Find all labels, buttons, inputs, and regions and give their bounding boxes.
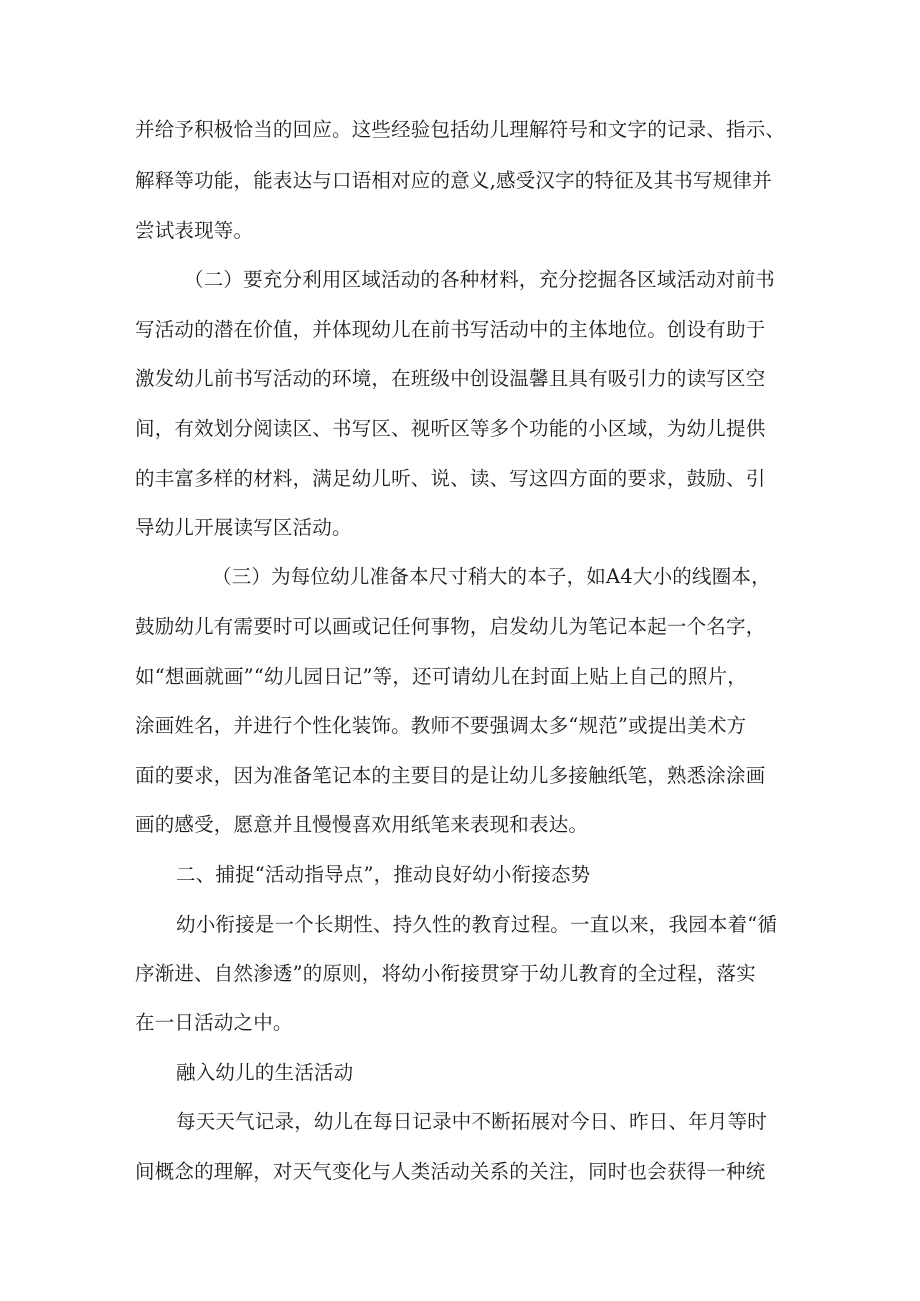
text-line: 每天天气记录，幼儿在每日记录中不断拓展对今日、昨日、年月等时 — [176, 1110, 768, 1133]
text-line: 面的要求，因为准备笔记本的主要目的是让幼儿多接触纸笔，熟悉涂涂画 — [135, 764, 766, 787]
text-line: 幼小衔接是一个长期性、持久性的教育过程。一直以来，我园本着“循 — [176, 913, 778, 936]
text-line: （二）要充分利用区域活动的各种材料，充分挖掘各区域活动对前书 — [184, 268, 776, 291]
text-line: 间，有效划分阅读区、书写区、视听区等多个功能的小区域，为幼儿提供 — [135, 417, 766, 440]
text-line: 在一日活动之中。 — [135, 1011, 293, 1034]
heading-line: 二、捕捉“活动指导点”，推动良好幼小衔接态势 — [176, 863, 591, 886]
text-line: 导幼儿开展读写区活动。 — [135, 516, 352, 539]
text-line: 画的感受，愿意并且慢慢喜欢用纸笔来表现和表达。 — [135, 813, 589, 836]
text-line: 鼓励幼儿有需要时可以画或记任何事物，启发幼儿为笔记本起一个名字， — [135, 615, 766, 638]
text-line: 间概念的理解，对天气变化与人类活动关系的关注，同时也会获得一种统 — [135, 1160, 766, 1183]
text-line: （三）为每位幼儿准备本尺寸稍大的本子，如A4大小的线圈本， — [212, 565, 771, 588]
text-line: 解释等功能，能表达与口语相对应的意义,感受汉字的特征及其书写规律并 — [135, 169, 772, 192]
heading-line: 融入幼儿的生活活动 — [176, 1061, 354, 1084]
text-line: 序渐进、自然渗透”的原则，将幼小衔接贯穿于幼儿教育的全过程，落实 — [135, 962, 756, 985]
text-line: 激发幼儿前书写活动的环境，在班级中创设温馨且具有吸引力的读写区空 — [135, 367, 766, 390]
text-line: 涂画姓名，并进行个性化装饰。教师不要强调太多“规范”或提出美术方 — [135, 714, 747, 737]
text-line: 并给予积极恰当的回应。这些经验包括幼儿理解符号和文字的记录、指示、 — [135, 118, 786, 141]
text-line: 如“想画就画”“幼儿园日记”等，还可请幼儿在封面上贴上自己的照片， — [135, 665, 747, 688]
text-line: 的丰富多样的材料，满足幼儿听、说、读、写这四方面的要求，鼓励、引 — [135, 467, 766, 490]
text-line: 尝试表现等。 — [135, 219, 254, 242]
text-line: 写活动的潜在价值，并体现幼儿在前书写活动中的主体地位。创设有助于 — [135, 318, 766, 341]
